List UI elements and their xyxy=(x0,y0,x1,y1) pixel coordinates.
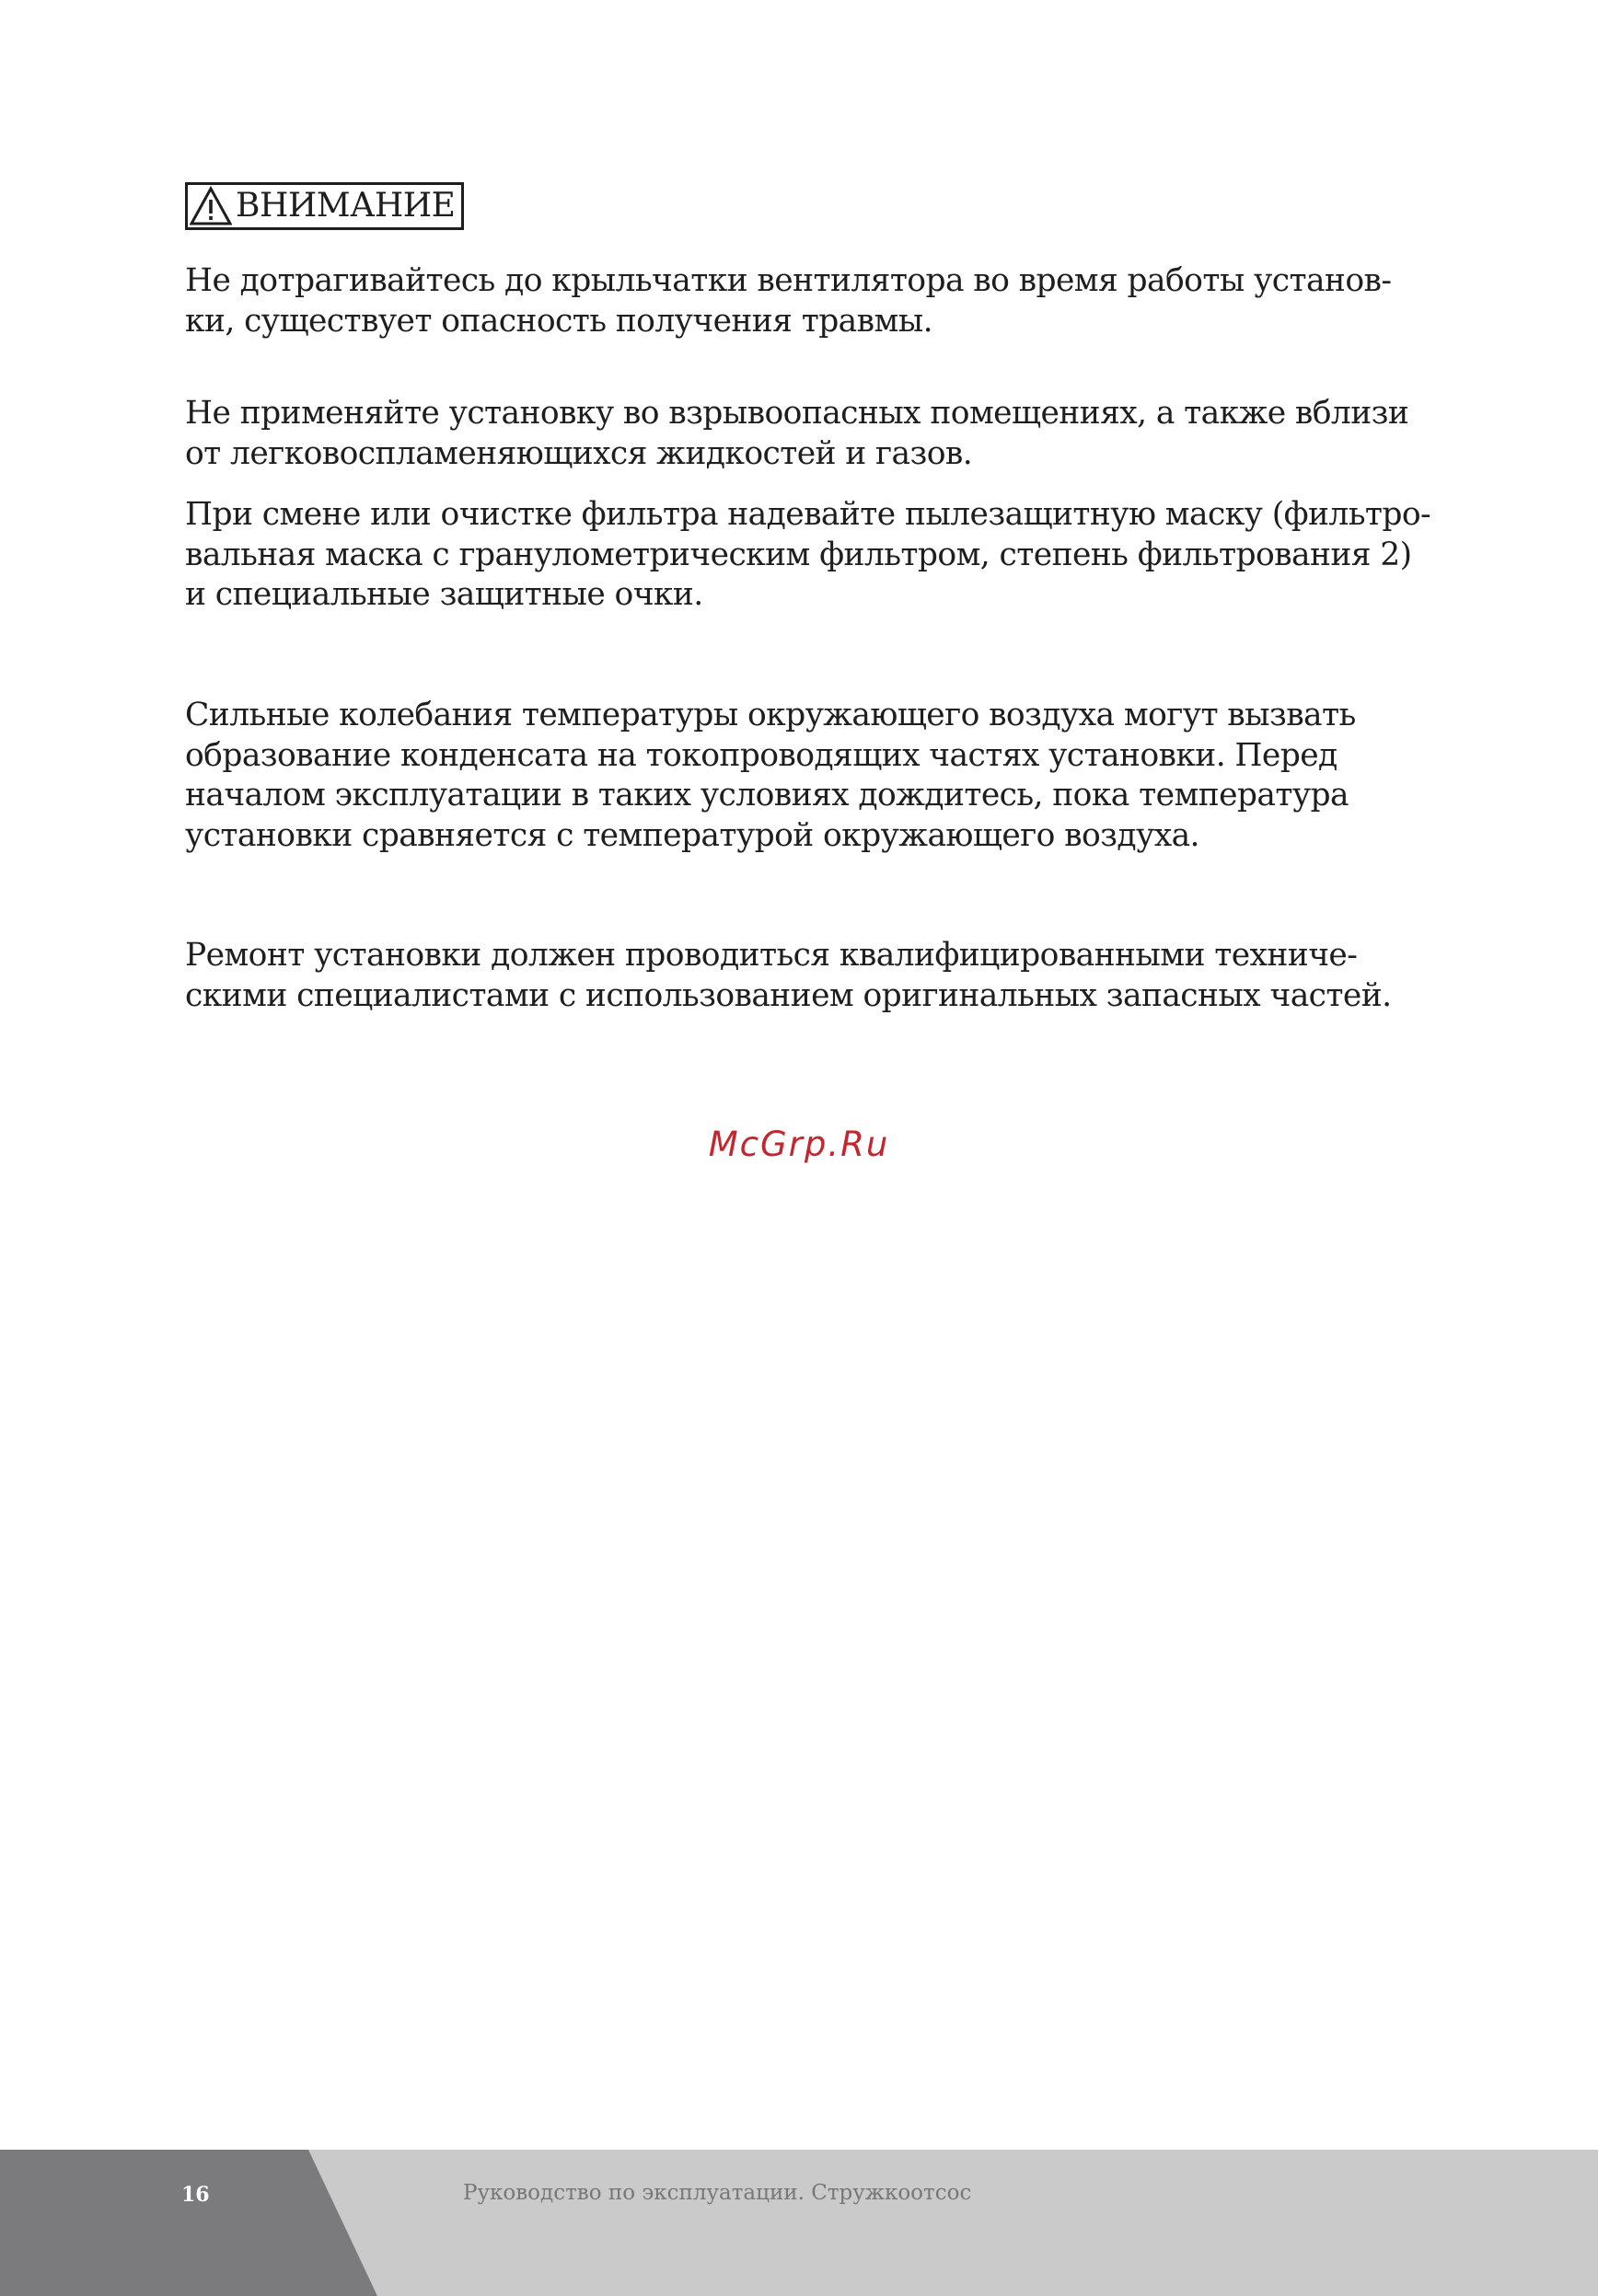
paragraph-line: При смене или очистке фильтра надевайте пылезащитную маску (фильтро- xyxy=(185,496,1431,533)
page-number: 16 xyxy=(181,2183,210,2207)
paragraph-line: от легковоспламеняющихся жидкостей и газов. xyxy=(185,434,973,472)
paragraph-line: ки, существует опасность получения травмы. xyxy=(185,302,932,340)
paragraph-explosive-warning xyxy=(185,394,1474,474)
paragraph-line: началом эксплуатации в таких условиях дождитесь, пока температура xyxy=(185,777,1349,813)
paragraph-line: скими специалистами с использованием оригинальных запасных частей. xyxy=(185,976,1392,1014)
warning-triangle-icon xyxy=(190,186,232,226)
paragraph-line: Сильные колебания температуры окружающего воздуха могут вызвать xyxy=(185,697,1356,733)
warning-title: ВНИМАНИЕ xyxy=(236,187,456,225)
paragraph-line: Ремонт установки должен проводиться квалифицированными техниче- xyxy=(185,937,1358,974)
paragraph-line: Не дотрагивайтесь до крыльчатки вентилятора во время работы установ- xyxy=(185,262,1392,299)
warning-label xyxy=(185,182,464,230)
paragraph-line: Не применяйте установку во взрывоопасных помещениях, а также вблизи xyxy=(185,395,1409,432)
paragraph-fan-warning xyxy=(185,261,1474,341)
footer-page-tab xyxy=(0,2150,377,2296)
paragraph-line: и специальные защитные очки. xyxy=(185,576,703,613)
paragraph-repair xyxy=(185,936,1474,1016)
paragraph-line: вальная маска с гранулометрическим фильтром, степень фильтрования 2) xyxy=(185,536,1412,573)
page-footer xyxy=(0,2150,1598,2296)
paragraph-line: образование конденсата на токопроводящих частях установки. Перед xyxy=(185,736,1337,774)
watermark: McGrp.Ru xyxy=(708,1125,890,1164)
paragraph-filter-mask xyxy=(185,495,1474,616)
paragraph-line: установки сравняется с температурой окружающего воздуха. xyxy=(185,816,1199,854)
paragraph-condensation xyxy=(185,696,1474,856)
footer-document-title: Руководство по эксплуатации. Стружкоотсос xyxy=(463,2181,972,2205)
